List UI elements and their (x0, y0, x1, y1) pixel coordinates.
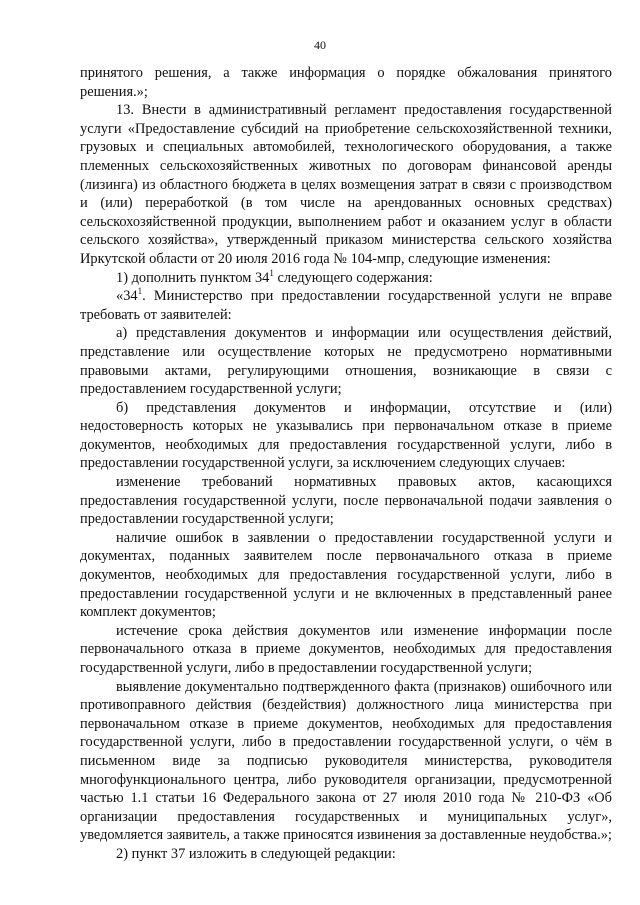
paragraph (80, 269, 612, 288)
superscript-index: 1 (269, 267, 274, 278)
paragraph: 2) пункт 37 изложить в следующей редакции: (116, 845, 396, 862)
paragraph-text-after: . Министерство при предоставлении государственной услуги не вправе требовать от заявителей: (80, 288, 612, 323)
paragraph: выявление документально подтвержденного факта (признаков) ошибочного или противоправного действия (бездействия) должностного лица министерства при первоначальном отказе в приеме документов, необходимых для предоставления государственной услуги, либо в предоставлении государственной услуги, о чём в письменном виде за подписью руководителя министерства, руководителя многофункционального центра, либо руководителя организации, предусмотренной частью 1.1 статьи 16 Федерального закона от 27 июля 2010 года № 210-ФЗ «Об организации предоставления государственных и муниципальных услуг», уведомляется заявитель, а также приносятся извинения за доставленные неудобства.»; (80, 678, 612, 844)
paragraph (80, 287, 612, 324)
paragraph: изменение требований нормативных правовых актов, касающихся предоставления государственной услуги, после первоначальной подачи заявления о предоставлении государственной услуги; (80, 474, 612, 528)
paragraph: 13. Внести в административный регламент предоставления государственной услуги «Предоставление субсидий на приобретение сельскохозяйственной техники, грузовых и специальных автомобилей, технологического оборудования, а также племенных сельскохозяйственных животных по договорам финансовой аренды (лизинга) из областного бюджета в целях возмещения затрат в связи с производством и (или) переработкой (в том числе на арендованных основных средствах) сельскохозяйственной продукции, выполнением работ и оказанием услуг в области сельского хозяйства», утвержденный приказом министерства сельского хозяйства Иркутской области от 20 июля 2016 года № 104-мпр, следующие изменения: (80, 102, 612, 267)
paragraph-text-after: следующего содержания: (273, 269, 433, 286)
document-body (80, 64, 612, 864)
paragraph-text-before: 1) дополнить пунктом 34 (116, 269, 270, 286)
paragraph: истечение срока действия документов или изменение информации после первоначального отказа в приеме документов, необходимых для предоставления государственной услуги, либо в предоставлении государственной услуги; (80, 622, 612, 676)
paragraph: наличие ошибок в заявлении о предоставлении государственной услуги и документах, поданных заявителем после первоначального отказа в приеме документов, необходимых для предоставления государственной услуги, либо в предоставлении государственной услуги и не включенных в представленный ранее комплект документов; (80, 529, 612, 621)
superscript-index: 1 (137, 286, 143, 297)
page-number: 40 (314, 38, 326, 52)
paragraph: б) представления документов и информации, отсутствие и (или) недостоверность которых не указывались при первоначальном отказе в приеме документов, необходимых для предоставления государственной услуги, либо в предоставлении государственной услуги, за исключением следующих случаев: (80, 399, 612, 472)
paragraph-text-before: «34 (116, 288, 138, 305)
paragraph: а) представления документов и информации или осуществления действий, представление или осуществление которых не предусмотрено нормативными правовыми актами, регулирующими отношения, возникающие в связи с предоставлением государственной услуги; (80, 325, 612, 398)
paragraph: принятого решения, а также информация о порядке обжалования принятого решения.»; (80, 65, 612, 100)
